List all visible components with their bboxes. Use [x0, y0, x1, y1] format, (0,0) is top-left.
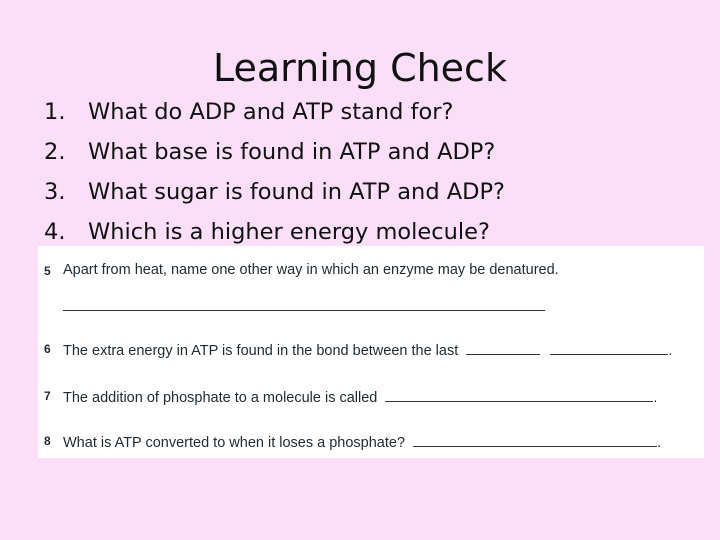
worksheet-image — [38, 246, 704, 458]
sentence-end: . — [653, 390, 658, 406]
worksheet-number: 5 — [44, 264, 51, 278]
worksheet-text: Apart from heat, name one other way in which an enzyme may be denatured. — [63, 262, 559, 278]
question-text: Which is a higher energy molecule? — [88, 219, 490, 245]
sentence-end: . — [657, 435, 662, 451]
worksheet-text: The addition of phosphate to a molecule is called — [63, 390, 378, 406]
question-text: What sugar is found in ATP and ADP? — [88, 179, 505, 205]
worksheet-text: What is ATP converted to when it loses a phosphate? — [63, 435, 406, 451]
worksheet-text-row — [63, 340, 672, 359]
sentence-end: . — [668, 343, 673, 359]
answer-blank — [413, 432, 657, 447]
answer-blank — [550, 340, 668, 355]
worksheet-number: 8 — [44, 434, 51, 448]
answer-blank — [466, 340, 540, 355]
worksheet-number: 6 — [44, 342, 51, 356]
worksheet-number: 7 — [44, 389, 51, 403]
slide-title — [0, 44, 720, 92]
answer-line — [63, 310, 545, 311]
question-text: What do ADP and ATP stand for? — [88, 99, 454, 125]
worksheet-text-row — [63, 387, 657, 406]
slide-title-text: Learning Check — [213, 46, 507, 90]
worksheet-text-row — [63, 432, 661, 451]
question-number: 4. — [44, 219, 66, 245]
question-number: 2. — [44, 139, 66, 165]
question-text: What base is found in ATP and ADP? — [88, 139, 496, 165]
answer-blank — [385, 387, 653, 402]
question-number: 1. — [44, 99, 66, 125]
question-number: 3. — [44, 179, 66, 205]
worksheet-text: The extra energy in ATP is found in the bond between the last — [63, 343, 459, 359]
